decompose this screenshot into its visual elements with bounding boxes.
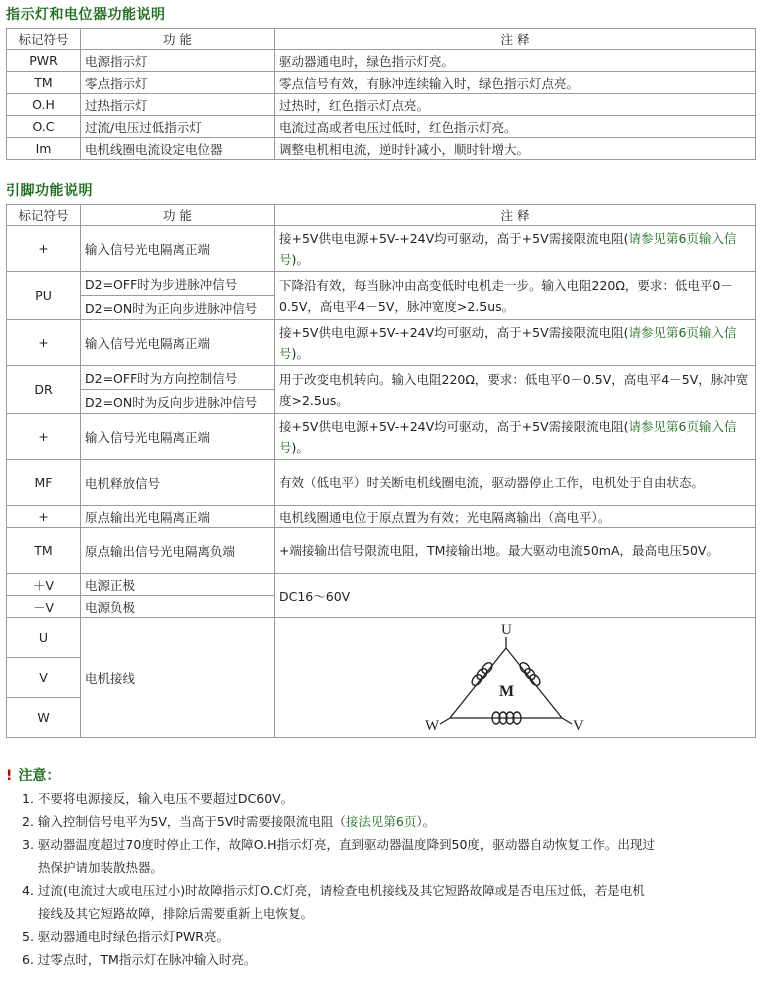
indicator-mark: O.C	[7, 116, 81, 138]
note-text: )。	[291, 251, 309, 267]
header-func: 功 能	[81, 205, 275, 226]
pin-table	[6, 204, 756, 738]
note-text: 2. 输入控制信号电平为5V，当高于5V时需要接限流电阻（	[22, 814, 346, 829]
note-text: ）。	[416, 814, 436, 829]
pin-note	[275, 414, 756, 460]
note-item: 5. 驱动器通电时绿色指示灯PWR亮。	[22, 929, 229, 944]
header-mark: 标记符号	[7, 29, 81, 50]
indicator-mark: TM	[7, 72, 81, 94]
indicator-note: 零点信号有效，有脉冲连续输入时，绿色指示灯点亮。	[275, 72, 756, 94]
pin-func: 原点输出光电隔离正端	[81, 506, 275, 528]
page-ref-link[interactable]: 接法见第6页	[345, 814, 417, 829]
pin-mark: +	[7, 506, 81, 528]
note-text: 接+5V供电电源+5V-+24V均可驱动，高于+5V需接限流电阻(	[279, 230, 629, 246]
pin-mark: +	[7, 226, 81, 272]
note-text: 接+5V供电电源+5V-+24V均可驱动，高于+5V需接限流电阻(	[279, 324, 629, 340]
triangle-right-edge	[506, 648, 562, 718]
coil-left-icon	[470, 661, 494, 687]
section-title-indicators: 指示灯和电位器功能说明	[6, 7, 166, 23]
pin-mark: ＋V	[7, 574, 81, 596]
pin-func: 输入信号光电隔离正端	[81, 414, 275, 460]
pin-note	[275, 226, 756, 272]
indicator-func: 过热指示灯	[81, 94, 275, 116]
header-mark: 标记符号	[7, 205, 81, 226]
note-item	[22, 810, 752, 833]
note-text: )。	[291, 439, 309, 455]
indicator-note: 过热时，红色指示灯点亮。	[275, 94, 756, 116]
motor-wiring-diagram	[275, 618, 755, 734]
note-text: )。	[291, 345, 309, 361]
notes-list	[22, 787, 752, 971]
pin-mark: +	[7, 320, 81, 366]
motor-m-label: M	[499, 683, 515, 700]
indicator-table	[6, 28, 756, 160]
indicator-note: 调整电机相电流，逆时针减小，顺时针增大。	[275, 138, 756, 160]
pin-note: +端接输出信号限流电阻，TM接输出地。最大驱动电流50mA，最高电压50V。	[275, 528, 756, 574]
pin-mark: U	[7, 618, 81, 658]
wire-w	[440, 718, 450, 724]
note-item: 3. 驱动器温度超过70度时停止工作，故障O.H指示灯亮，直到驱动器温度降到50度，驱动器自动恢复工作。出现过	[22, 837, 655, 852]
pin-note: 用于改变电机转向。输入电阻220Ω，要求：低电平0－0.5V，高电平4－5V，脉冲宽度>2.5us。	[275, 366, 756, 414]
note-item: 6. 过零点时，TM指示灯在脉冲输入时亮。	[22, 952, 257, 967]
notes-title: 注意：	[18, 768, 61, 784]
header-note: 注 释	[275, 205, 756, 226]
coil-right-icon	[518, 661, 542, 687]
note-item-continued: 接线及其它短路故障，排除后需要重新上电恢复。	[38, 906, 314, 921]
pin-note: DC16～60V	[275, 574, 756, 618]
pin-func: D2=OFF时为步进脉冲信号	[81, 272, 275, 296]
pin-mark: MF	[7, 460, 81, 506]
terminal-u-label: U	[501, 622, 512, 638]
terminal-v-label: V	[573, 718, 584, 734]
pin-note	[275, 320, 756, 366]
terminal-w-label: W	[425, 718, 440, 734]
indicator-mark: Im	[7, 138, 81, 160]
indicator-note: 驱动器通电时，绿色指示灯亮。	[275, 50, 756, 72]
page-ref-link[interactable]: 请参见第6页输入信号	[279, 324, 737, 361]
pin-mark: DR	[7, 366, 81, 414]
warning-icon: !	[6, 768, 13, 784]
pin-mark: V	[7, 658, 81, 698]
page-ref-link[interactable]: 请参见第6页输入信号	[279, 418, 737, 455]
indicator-note: 电流过高或者电压过低时，红色指示灯亮。	[275, 116, 756, 138]
indicator-func: 零点指示灯	[81, 72, 275, 94]
pin-func: D2=ON时为正向步进脉冲信号	[81, 296, 275, 320]
section-title-pins: 引脚功能说明	[6, 183, 93, 199]
pin-func: 电机释放信号	[81, 460, 275, 506]
indicator-func: 过流/电压过低指示灯	[81, 116, 275, 138]
note-item: 1. 不要将电源接反，输入电压不要超过DC60V。	[22, 791, 294, 806]
pin-mark: +	[7, 414, 81, 460]
pin-note: 下降沿有效，每当脉冲由高变低时电机走一步。输入电阻220Ω，要求：低电平0－0.5V，高电平4－5V，脉冲宽度>2.5us。	[275, 272, 756, 320]
header-note: 注 释	[275, 29, 756, 50]
header-func: 功 能	[81, 29, 275, 50]
pin-func: 电机接线	[81, 618, 275, 738]
pin-func: D2=OFF时为方向控制信号	[81, 366, 275, 390]
pin-func: D2=ON时为反向步进脉冲信号	[81, 390, 275, 414]
wire-v	[562, 718, 572, 724]
pin-mark: W	[7, 698, 81, 738]
page-ref-link[interactable]: 请参见第6页输入信号	[279, 230, 737, 267]
pin-mark: TM	[7, 528, 81, 574]
indicator-func: 电机线圈电流设定电位器	[81, 138, 275, 160]
indicator-mark: PWR	[7, 50, 81, 72]
motor-wiring-diagram-cell	[275, 618, 756, 738]
pin-func: 输入信号光电隔离正端	[81, 320, 275, 366]
note-item: 4. 过流(电流过大或电压过小)时故障指示灯O.C灯亮，请检查电机接线及其它短路故障或是否电压过低，若是电机	[22, 883, 645, 898]
pin-func: 电源正极	[81, 574, 275, 596]
indicator-mark: O.H	[7, 94, 81, 116]
pin-func: 电源负极	[81, 596, 275, 618]
notes-heading	[6, 765, 60, 785]
pin-note: 电机线圈通电位于原点置为有效；光电隔离输出（高电平）。	[275, 506, 756, 528]
pin-func: 原点输出信号光电隔离负端	[81, 528, 275, 574]
pin-mark: PU	[7, 272, 81, 320]
note-item-continued: 热保护请加装散热器。	[38, 860, 164, 875]
indicator-func: 电源指示灯	[81, 50, 275, 72]
pin-note: 有效（低电平）时关断电机线圈电流，驱动器停止工作，电机处于自由状态。	[275, 460, 756, 506]
triangle-left-edge	[450, 648, 506, 718]
pin-func: 输入信号光电隔离正端	[81, 226, 275, 272]
pin-mark: －V	[7, 596, 81, 618]
note-text: 接+5V供电电源+5V-+24V均可驱动，高于+5V需接限流电阻(	[279, 418, 629, 434]
